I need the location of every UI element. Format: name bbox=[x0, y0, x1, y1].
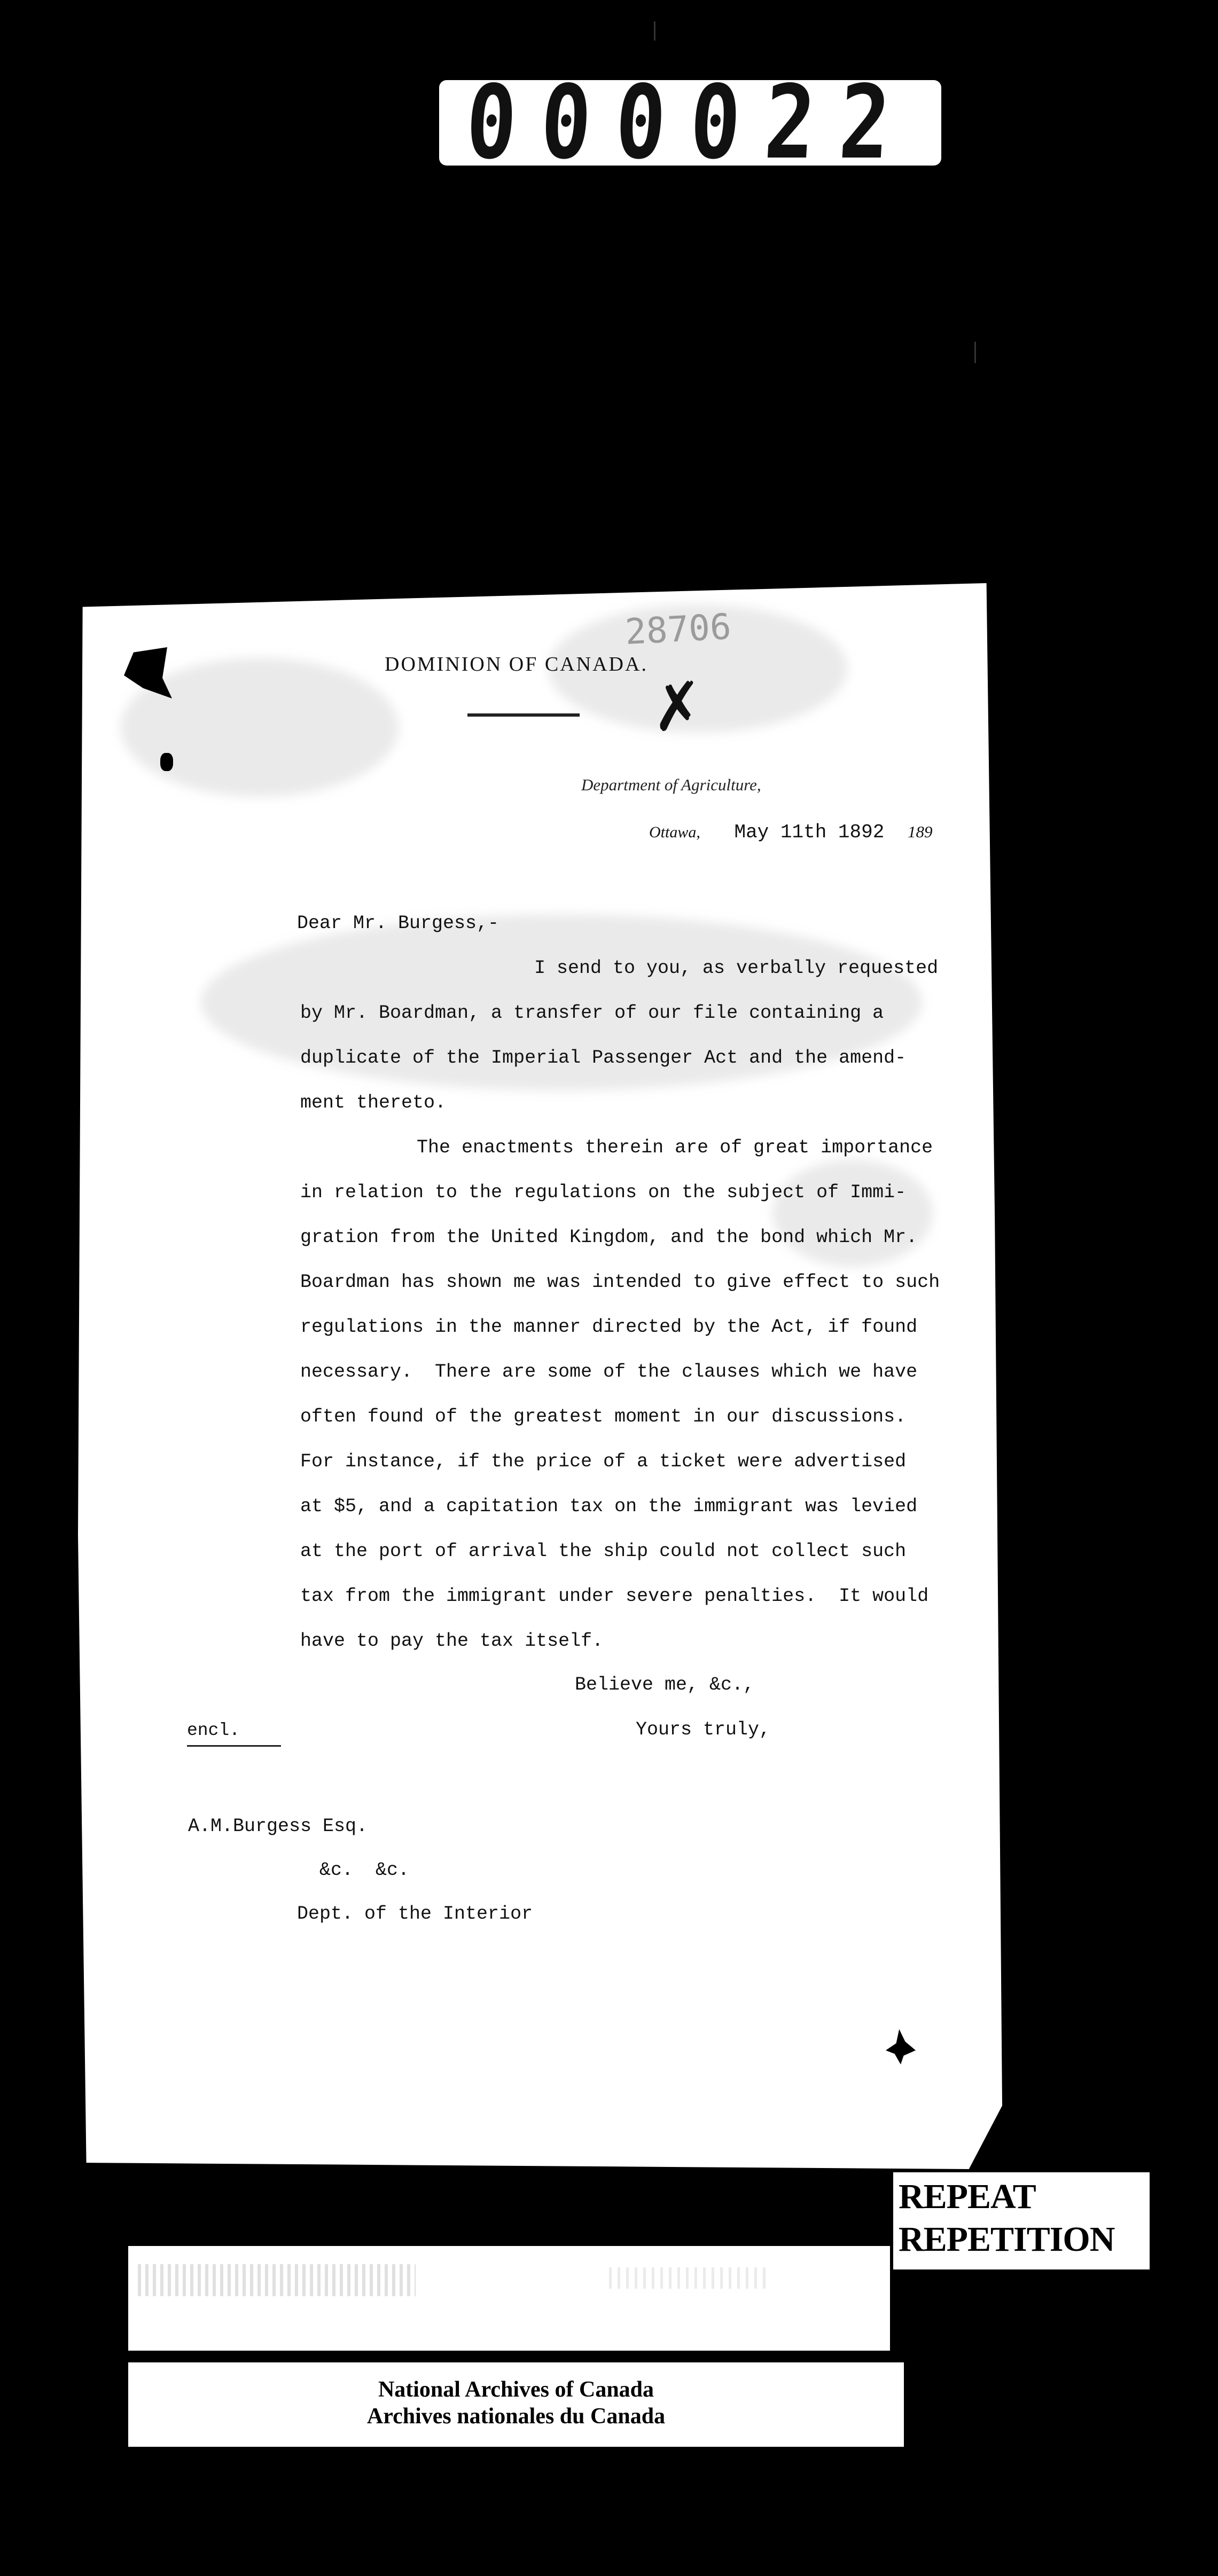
edge-tick bbox=[974, 342, 976, 363]
body-line: often found of the greatest moment in our discussions. bbox=[300, 1406, 907, 1427]
letter-date: May 11th 1892 bbox=[734, 821, 885, 843]
recipient-name: A.M.Burgess Esq. bbox=[188, 1816, 368, 1837]
body-line: tax from the immigrant under severe penalties. It would bbox=[300, 1585, 929, 1607]
enclosure-rule bbox=[187, 1745, 281, 1747]
frame-counter bbox=[439, 64, 941, 182]
salutation: Dear Mr. Burgess,- bbox=[297, 913, 499, 934]
closing: Believe me, &c., bbox=[575, 1674, 755, 1695]
recipient-etc: &c. &c. bbox=[319, 1859, 410, 1881]
stamp-number: 28706 bbox=[624, 606, 732, 653]
enclosure-note: encl. bbox=[187, 1721, 240, 1740]
faded-label-strip bbox=[128, 2246, 890, 2351]
place-date-line bbox=[649, 821, 932, 843]
century-printed: 189 bbox=[907, 822, 933, 841]
body-line: I send to you, as verbally requested bbox=[534, 957, 939, 979]
body-line: duplicate of the Imperial Passenger Act and the amend- bbox=[300, 1047, 907, 1069]
body-line: have to pay the tax itself. bbox=[300, 1630, 604, 1652]
recipient-department: Dept. of the Interior bbox=[297, 1903, 533, 1925]
letterhead-rule bbox=[467, 713, 580, 717]
repeat-text: REPEAT bbox=[899, 2177, 1036, 2216]
body-line: at $5, and a capitation tax on the immigrant was levied bbox=[300, 1496, 918, 1517]
body-line: ment thereto. bbox=[300, 1092, 447, 1113]
body-line: necessary. There are some of the clauses which we have bbox=[300, 1361, 918, 1383]
archives-label bbox=[128, 2362, 904, 2447]
edge-tick bbox=[654, 21, 655, 41]
body-line: Boardman has shown me was intended to give effect to such bbox=[300, 1271, 940, 1293]
place: Ottawa, bbox=[649, 823, 700, 841]
frame-number: 000022 bbox=[463, 64, 918, 182]
repeat-label bbox=[893, 2172, 1150, 2269]
body-line: at the port of arrival the ship could not collect such bbox=[300, 1541, 907, 1562]
body-line: For instance, if the price of a ticket were advertised bbox=[300, 1451, 907, 1472]
letterhead-title: DOMINION OF CANADA. bbox=[385, 653, 648, 676]
body-line: regulations in the manner directed by the Act, if found bbox=[300, 1316, 918, 1338]
archives-french: Archives nationales du Canada bbox=[366, 2404, 666, 2429]
archives-english: National Archives of Canada bbox=[378, 2377, 654, 2402]
body-line: by Mr. Boardman, a transfer of our file containing a bbox=[300, 1002, 884, 1024]
repetition-text: REPETITION bbox=[899, 2220, 1115, 2259]
body-line: The enactments therein are of great importance bbox=[417, 1137, 933, 1158]
x-mark: ✗ bbox=[647, 669, 708, 745]
body-line: in relation to the regulations on the subject of Immi- bbox=[300, 1182, 907, 1203]
signoff: Yours truly, bbox=[636, 1719, 771, 1740]
body-line: gration from the United Kingdom, and the bond which Mr. bbox=[300, 1227, 918, 1248]
department-line: Department of Agriculture, bbox=[581, 775, 761, 794]
ink-blot bbox=[160, 753, 173, 771]
